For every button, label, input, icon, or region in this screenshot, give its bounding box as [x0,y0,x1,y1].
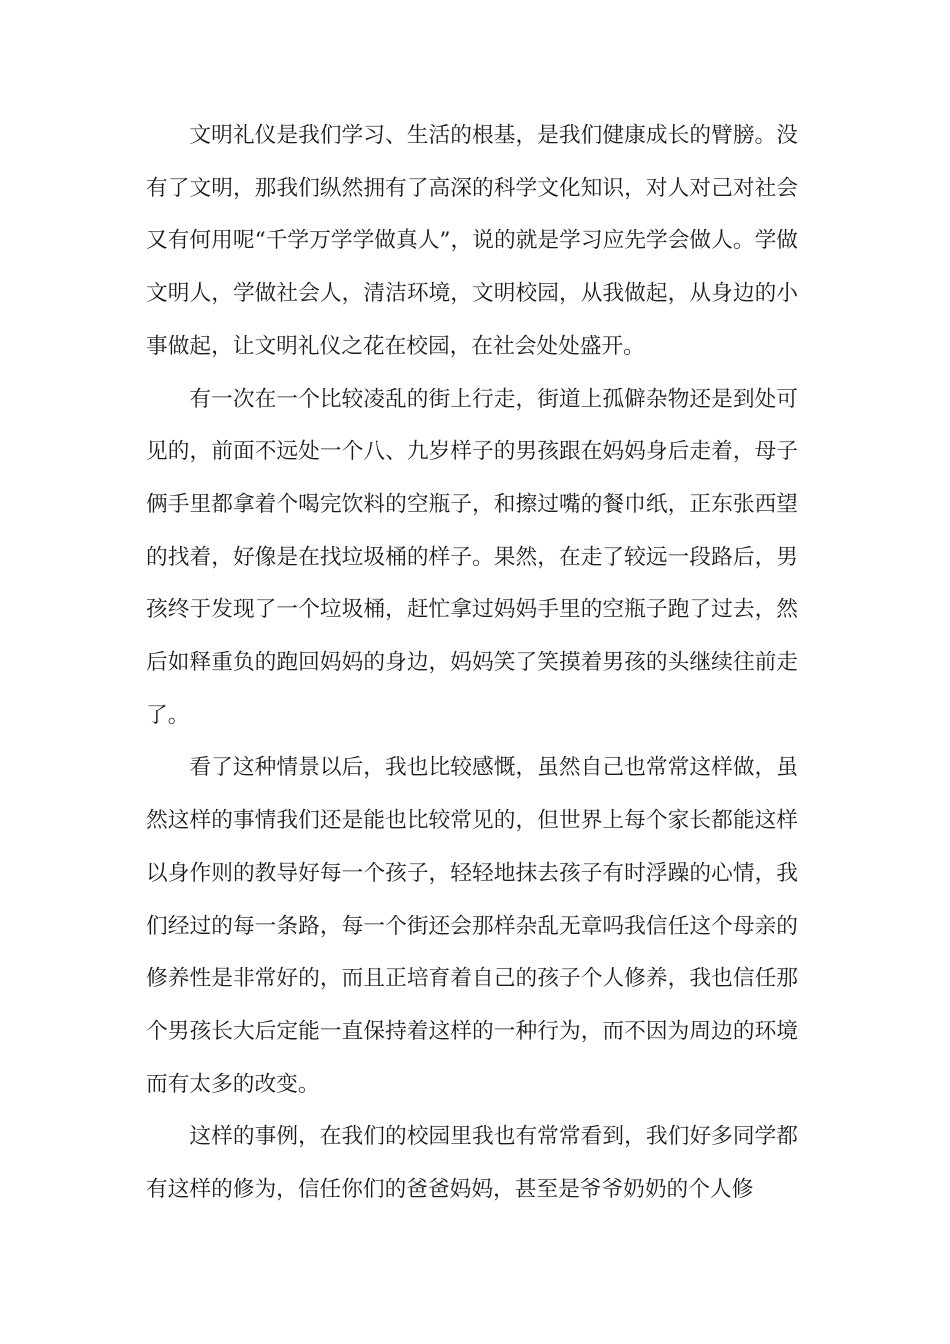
paragraph-3: 看了这种情景以后，我也比较感慨，虽然自己也常常这样做，虽然这样的事情我们还是能也比较常见的，但世界上每个家长都能这样以身作则的教导好每一个孩子，轻轻地抹去孩子有时浮躁的心情，我们经过的每一条路，每一个街还会那样杂乱无章吗我信任这个母亲的修养性是非常好的，而且正培育着自己的孩子个人修养，我也信任那个男孩长大后定能一直保持着这样的一种行为，而不因为周边的环境而有太多的改变。 [146,755,798,1097]
paragraph-4: 这样的事例，在我们的校园里我也有常常看到，我们好多同学都有这样的修为，信任你们的爸爸妈妈，甚至是爷爷奶奶的个人修 [146,1124,798,1203]
document-body [146,110,798,1217]
paragraph-1: 文明礼仪是我们学习、生活的根基，是我们健康成长的臂膀。没有了文明，那我们纵然拥有了高深的科学文化知识，对人对己对社会又有何用呢“千学万学学做真人”，说的就是学习应先学会做人。学做文明人，学做社会人，清洁环境，文明校园，从我做起，从身边的小事做起，让文明礼仪之花在校园，在社会处处盛开。 [146,123,798,359]
paragraph-2: 有一次在一个比较凌乱的街上行走，街道上孤僻杂物还是到处可见的，前面不远处一个八、九岁样子的男孩跟在妈妈身后走着，母子俩手里都拿着个喝完饮料的空瓶子，和擦过嘴的餐巾纸，正东张西望的找着，好像是在找垃圾桶的样子。果然，在走了较远一段路后，男孩终于发现了一个垃圾桶，赶忙拿过妈妈手里的空瓶子跑了过去，然后如释重负的跑回妈妈的身边，妈妈笑了笑摸着男孩的头继续往前走了。 [146,386,798,728]
